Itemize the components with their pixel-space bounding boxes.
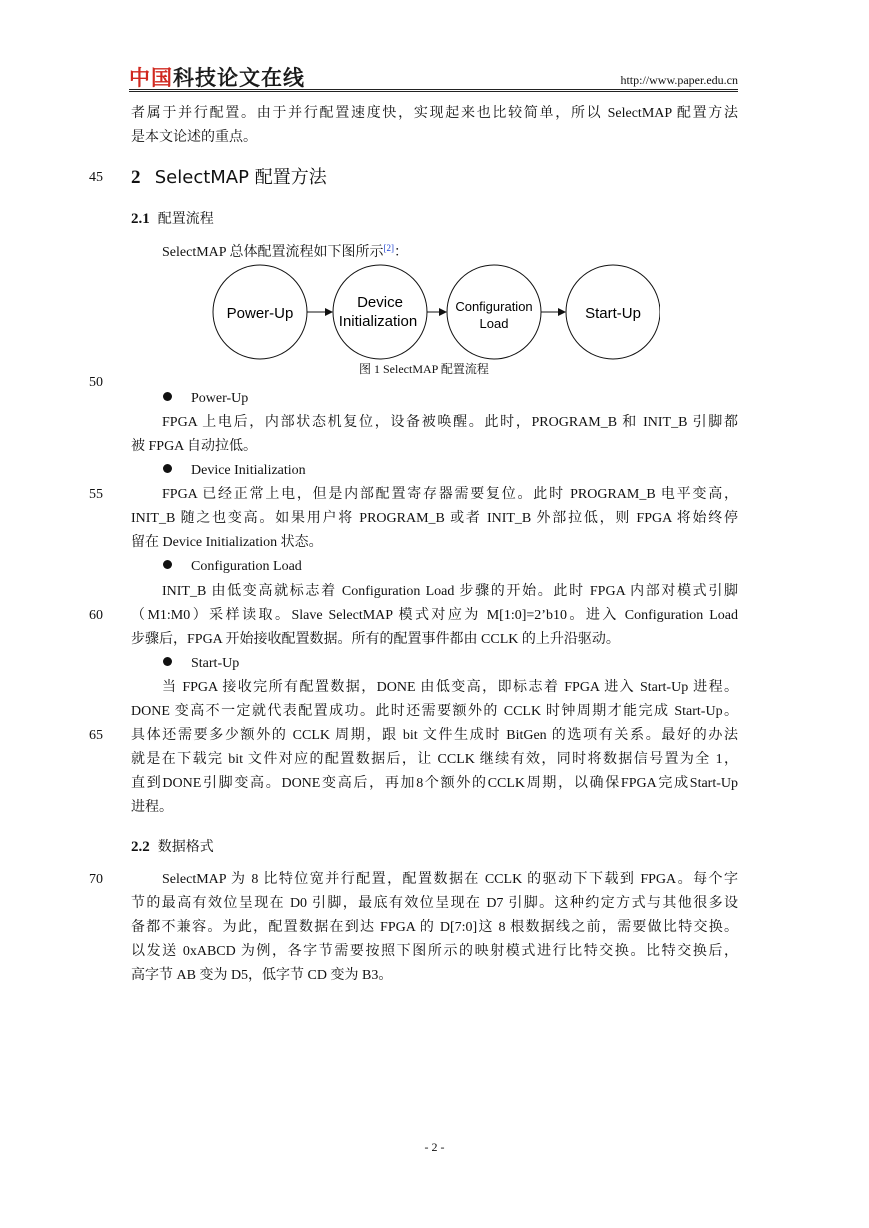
bullet-label: Start-Up: [191, 656, 240, 671]
line-number: 55: [89, 487, 103, 502]
node-label: Power-Up: [226, 305, 294, 322]
paragraph-line: INIT_B 随之也变高。如果用户将 PROGRAM_B 或者 INIT_B 外部拉低，则 FPGA 将始终停: [131, 511, 738, 526]
node-label: Initialization: [338, 313, 418, 330]
paragraph-line: （M1:M0）采样读取。Slave SelectMAP 模式对应为 M[1:0]=2’b10。进入 Configuration Load: [131, 608, 738, 623]
logo-red-text: 中国: [129, 66, 173, 90]
bullet-dot-icon: [163, 464, 172, 473]
bullet-item: [163, 387, 248, 411]
paragraph-line: FPGA 上电后，内部状态机复位，设备被唤醒。此时，PROGRAM_B 和 INIT_B 引脚都: [162, 415, 738, 430]
node-label: Configuration: [455, 299, 533, 314]
logo-black-text: 科技论文在线: [173, 66, 305, 90]
header-rule-secondary: [129, 91, 738, 92]
node-label: Device: [357, 294, 403, 311]
bullet-dot-icon: [163, 657, 172, 666]
subsection-title: 配置流程: [157, 211, 214, 227]
site-logo: [129, 62, 305, 92]
paragraph-line: DONE 变高不一定就代表配置成功。此时还需要额外的 CCLK 时钟周期才能完成 Start-Up。: [131, 704, 738, 719]
header-url[interactable]: http://www.paper.edu.cn: [620, 73, 738, 87]
paragraph-line: 步骤后，FPGA 开始接收配置数据。所有的配置事件都由 CCLK 的上升沿驱动。: [131, 632, 620, 647]
paragraph-line: 当 FPGA 接收完所有配置数据，DONE 由低变高，即标志着 FPGA 进入 Start-Up 进程。: [162, 680, 738, 695]
paragraph-line: 节的最高有效位呈现在 D0 引脚，最底有效位呈现在 D7 引脚。这种约定方式与其他很多设: [131, 896, 738, 911]
paragraph-line: 以发送 0xABCD 为例，各字节需要按照下图所示的映射模式进行比特交换。比特交换后，: [131, 944, 738, 959]
config-flow-diagram: [200, 262, 660, 362]
flow-intro-tail: ：: [394, 245, 409, 260]
line-number: 50: [89, 375, 103, 390]
section-title: SelectMAP 配置方法: [154, 167, 327, 188]
node-label: Load: [479, 316, 509, 331]
section-heading: [131, 163, 327, 189]
flow-intro-text: SelectMAP 总体配置流程如下图所示: [162, 245, 384, 260]
paragraph-line: 具体还需要多少额外的 CCLK 周期，跟 bit 文件生成时 BitGen 的选项有关系。最好的办法: [131, 728, 738, 743]
bullet-item: [163, 459, 306, 483]
bullet-dot-icon: [163, 392, 172, 401]
subsection-number: 2.1: [131, 211, 150, 227]
intro-line-1: 者属于并行配置。由于并行配置速度快，实现起来也比较简单，所以 SelectMAP 配置方法: [131, 106, 738, 121]
intro-line-2: 是本文论述的重点。: [131, 130, 257, 145]
figure-caption: 图 1 SelectMAP 配置流程: [359, 362, 489, 376]
page-number: - 2 -: [424, 1140, 445, 1154]
node-device-initialization: [333, 265, 427, 359]
line-number: 70: [89, 872, 103, 887]
subsection-heading-2-2: [131, 836, 214, 856]
line-number: 65: [89, 728, 103, 743]
paragraph-line: INIT_B 由低变高就标志着 Configuration Load 步骤的开始。此时 FPGA 内部对模式引脚: [162, 584, 738, 599]
line-number: 45: [89, 170, 103, 185]
header-rule: [129, 89, 738, 90]
subsection-title: 数据格式: [157, 839, 214, 855]
bullet-dot-icon: [163, 560, 172, 569]
paragraph-line: 留在 Device Initialization 状态。: [131, 535, 323, 550]
paragraph-line: 进程。: [131, 800, 173, 815]
paragraph-line: 高字节 AB 变为 D5，低字节 CD 变为 B3。: [131, 968, 393, 983]
paragraph-line: 直到DONE引脚变高。DONE变高后，再加8个额外的CCLK周期，以确保FPGA完成Start-Up: [131, 776, 738, 791]
section-number: 2: [131, 167, 141, 188]
node-label: Start-Up: [585, 305, 641, 322]
bullet-item: [163, 555, 302, 579]
bullet-label: Power-Up: [191, 391, 249, 406]
line-number: 60: [89, 608, 103, 623]
bullet-item: [163, 652, 239, 676]
bullet-label: Device Initialization: [191, 463, 306, 478]
paragraph-line: FPGA 已经正常上电，但是内部配置寄存器需要复位。此时 PROGRAM_B 电平变高，: [162, 487, 738, 502]
bullet-label: Configuration Load: [191, 559, 302, 574]
paragraph-line: 就是在下载完 bit 文件对应的配置数据后，让 CCLK 继续有效，同时将数据信号置为全 1，: [131, 752, 738, 767]
paragraph-line: SelectMAP 为 8 比特位宽并行配置，配置数据在 CCLK 的驱动下下载到 FPGA。每个字: [162, 872, 738, 887]
flow-intro: [162, 236, 769, 265]
paragraph-line: 被 FPGA 自动拉低。: [131, 439, 258, 454]
subsection-heading-2-1: [131, 208, 214, 228]
paragraph-line: 备都不兼容。为此，配置数据在到达 FPGA 的 D[7:0]这 8 根数据线之前，需要做比特交换。: [131, 920, 738, 935]
citation-link[interactable]: [2]: [383, 243, 395, 253]
subsection-number: 2.2: [131, 839, 150, 855]
